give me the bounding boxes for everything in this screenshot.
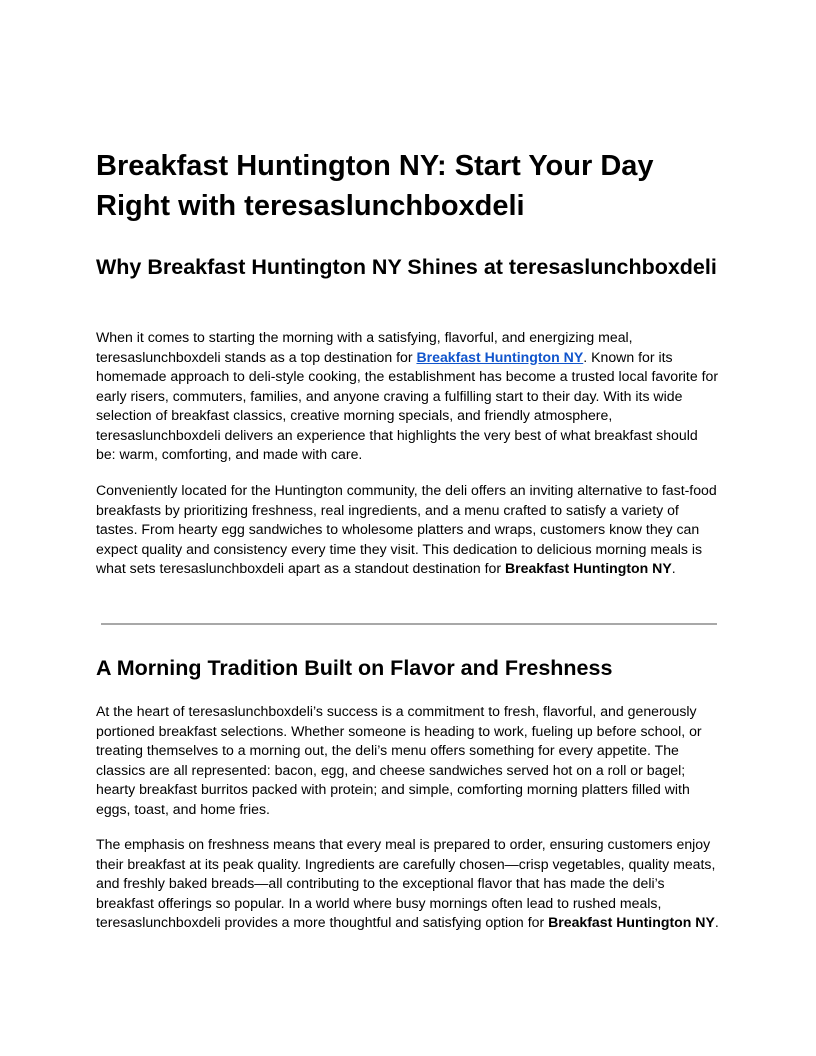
paragraph-freshness xyxy=(96,835,720,933)
paragraph-text: . xyxy=(671,560,676,576)
page-title: Breakfast Huntington NY: Start Your Day Right with teresaslunchboxdeli xyxy=(96,150,654,222)
section-heading-tradition: A Morning Tradition Built on Flavor and Freshness xyxy=(96,656,613,680)
paragraph-intro xyxy=(96,328,720,465)
horizontal-divider xyxy=(101,623,717,625)
paragraph-tradition: At the heart of teresaslunchboxdeli’s success is a commitment to fresh, flavorful, and generously portioned breakfast selections. Whether someone is heading to work, fueling up before school, or treating themselves to a morning out, the deli’s menu offers something for every appetite. The classics are all represented: bacon, egg, and cheese sandwiches served hot on a roll or bagel; hearty breakfast burritos packed with protein; and simple, comforting morning platters filled with eggs, toast, and home fries. xyxy=(96,703,702,817)
bold-keyword: Breakfast Huntington NY xyxy=(548,914,715,930)
paragraph-text: The emphasis on freshness means that every meal is prepared to order, ensuring customers enjoy their breakfast at its peak quality. Ingredients are carefully chosen—crisp vegetables, quality meats, and freshly baked breads—all contributing to the exceptional flavor that has made the deli’s breakfast offerings so popular. In a world where busy mornings often lead to rushed meals, teresaslunchboxdeli provides a more thoughtful and satisfying option for xyxy=(96,836,716,930)
paragraph-location xyxy=(96,481,720,579)
breakfast-huntington-link[interactable]: Breakfast Huntington NY xyxy=(416,348,584,365)
paragraph-text: Conveniently located for the Huntington community, the deli offers an inviting alternative to fast-food breakfasts by prioritizing freshness, real ingredients, and a menu crafted to satisfy a variety of tastes. From hearty egg sandwiches to wholesome platters and wraps, customers know they can expect quality and consistency every time they visit. This dedication to delicious morning meals is what sets teresaslunchboxdeli apart as a standout destination for xyxy=(96,482,717,576)
section-heading-why: Why Breakfast Huntington NY Shines at teresaslunchboxdeli xyxy=(96,255,717,279)
paragraph-text: When it comes to starting the morning with a satisfying, flavorful, and energizing meal, teresaslunchboxdeli stands as a top destination for xyxy=(96,329,633,365)
bold-keyword: Breakfast Huntington NY xyxy=(504,560,672,576)
paragraph-text: . Known for its homemade approach to deli-style cooking, the establishment has become a trusted local favorite for early risers, commuters, families, and anyone craving a fulfilling start to their day. With its wide selection of breakfast classics, creative morning specials, and friendly atmosphere, teresaslunchboxdeli delivers an experience that highlights the very best of what breakfast should be: warm, comforting, and made with care. xyxy=(96,348,719,462)
paragraph-text: . xyxy=(714,914,719,930)
